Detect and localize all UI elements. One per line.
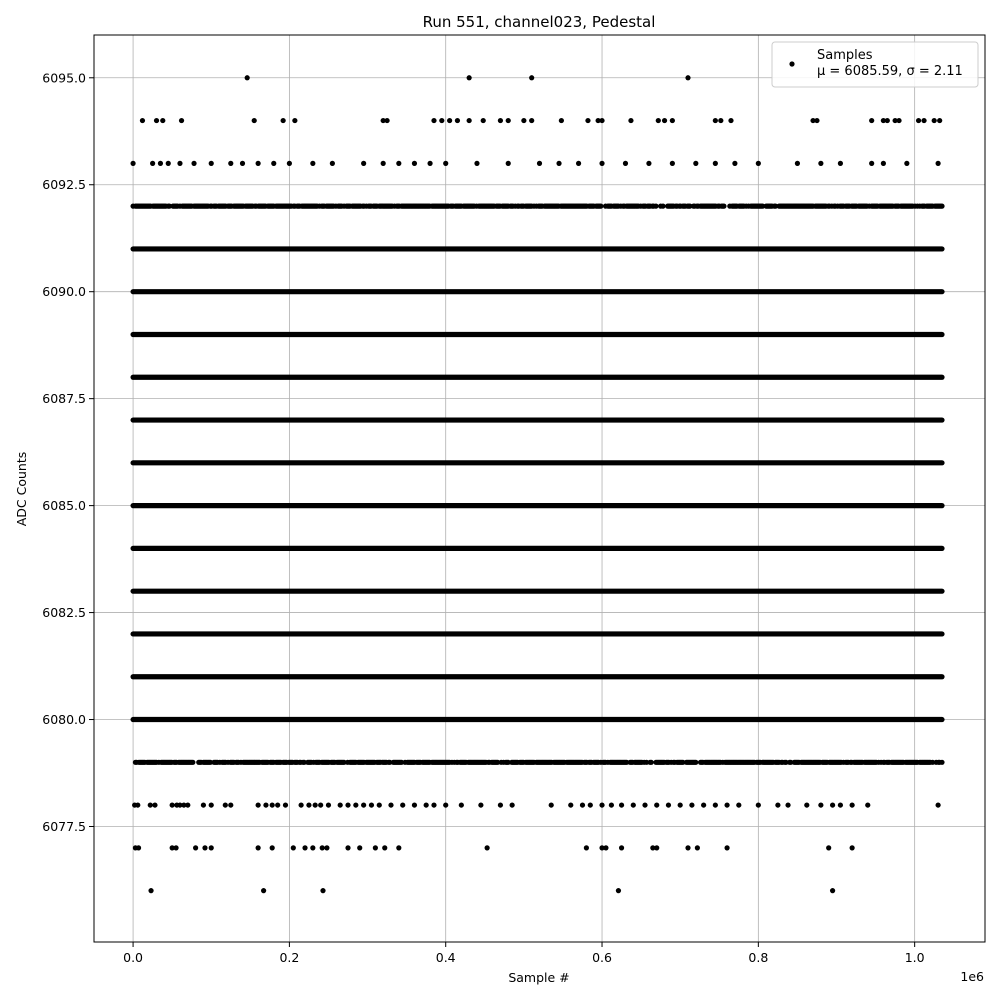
data-point xyxy=(345,802,350,807)
data-point xyxy=(838,802,843,807)
data-point xyxy=(724,802,729,807)
data-point xyxy=(270,845,275,850)
data-point xyxy=(369,802,374,807)
data-point xyxy=(170,802,175,807)
data-point xyxy=(474,161,479,166)
data-point xyxy=(135,802,140,807)
legend-entry-label: Samples xyxy=(817,48,873,63)
data-point xyxy=(310,845,315,850)
data-point xyxy=(628,118,633,123)
data-point xyxy=(283,802,288,807)
data-point xyxy=(270,802,275,807)
y-tick-label: 6080.0 xyxy=(42,712,86,728)
data-point xyxy=(623,161,628,166)
data-point xyxy=(529,75,534,80)
data-point xyxy=(467,75,472,80)
x-tick-label: 0.2 xyxy=(279,950,300,965)
data-point xyxy=(865,802,870,807)
data-point xyxy=(130,161,135,166)
data-point xyxy=(173,845,178,850)
data-point xyxy=(252,118,257,123)
data-point xyxy=(549,802,554,807)
data-point xyxy=(775,802,780,807)
data-point xyxy=(932,118,937,123)
data-point xyxy=(209,802,214,807)
data-point xyxy=(838,161,843,166)
data-point xyxy=(353,802,358,807)
data-point xyxy=(373,845,378,850)
data-point xyxy=(830,888,835,893)
data-point xyxy=(310,161,315,166)
data-point xyxy=(424,802,429,807)
data-point xyxy=(936,161,941,166)
data-point xyxy=(818,802,823,807)
data-point xyxy=(384,118,389,123)
y-tick-label: 6087.5 xyxy=(42,391,86,407)
data-point xyxy=(191,161,196,166)
data-point xyxy=(921,118,926,123)
data-point xyxy=(443,161,448,166)
data-point xyxy=(584,845,589,850)
y-tick-label: 6095.0 xyxy=(42,70,86,86)
data-point xyxy=(148,888,153,893)
data-point xyxy=(223,802,228,807)
x-tick-label: 0.6 xyxy=(592,950,612,965)
x-tick-label: 0.4 xyxy=(435,950,456,965)
data-point xyxy=(728,118,733,123)
data-point xyxy=(713,118,718,123)
data-point xyxy=(313,802,318,807)
data-point xyxy=(150,161,155,166)
data-point xyxy=(326,802,331,807)
data-point xyxy=(467,118,472,123)
data-point xyxy=(939,760,944,765)
data-point xyxy=(670,161,675,166)
data-point xyxy=(481,118,486,123)
x-tick-label: 0.8 xyxy=(748,950,769,965)
data-point xyxy=(447,118,452,123)
data-point xyxy=(287,161,292,166)
data-point xyxy=(498,118,503,123)
data-point xyxy=(228,802,233,807)
x-axis-offset-label: 1e6 xyxy=(960,969,984,984)
data-point xyxy=(869,161,874,166)
data-point xyxy=(660,204,665,209)
data-point xyxy=(228,161,233,166)
data-point xyxy=(427,161,432,166)
data-point xyxy=(506,118,511,123)
data-point xyxy=(598,204,603,209)
data-point xyxy=(701,802,706,807)
data-point xyxy=(357,845,362,850)
data-point xyxy=(599,161,604,166)
data-point xyxy=(904,161,909,166)
data-point xyxy=(693,760,698,765)
data-point xyxy=(431,802,436,807)
x-axis-label: Sample # xyxy=(508,970,570,985)
data-point xyxy=(443,802,448,807)
data-point xyxy=(881,161,886,166)
data-point xyxy=(678,802,683,807)
data-point xyxy=(830,802,835,807)
data-point xyxy=(498,802,503,807)
data-point xyxy=(439,118,444,123)
data-point xyxy=(529,118,534,123)
legend-entry-stats: μ = 6085.59, σ = 2.11 xyxy=(817,64,963,79)
data-point xyxy=(381,161,386,166)
data-point xyxy=(795,161,800,166)
data-point xyxy=(299,802,304,807)
y-tick-label: 6090.0 xyxy=(42,284,86,300)
data-point xyxy=(869,118,874,123)
x-tick-label: 1.0 xyxy=(904,950,925,965)
data-point xyxy=(885,118,890,123)
data-point xyxy=(646,161,651,166)
data-point xyxy=(431,118,436,123)
data-point xyxy=(631,802,636,807)
data-point xyxy=(361,161,366,166)
data-point xyxy=(318,802,323,807)
data-point xyxy=(580,802,585,807)
data-point xyxy=(916,118,921,123)
data-point xyxy=(850,845,855,850)
data-point xyxy=(756,802,761,807)
data-point xyxy=(209,845,214,850)
data-point xyxy=(599,118,604,123)
data-point xyxy=(649,760,654,765)
data-point xyxy=(320,845,325,850)
data-point xyxy=(179,118,184,123)
data-point xyxy=(662,118,667,123)
data-point xyxy=(685,75,690,80)
y-tick-label: 6092.5 xyxy=(42,177,86,193)
data-point xyxy=(455,118,460,123)
data-point xyxy=(804,802,809,807)
data-point xyxy=(338,802,343,807)
data-point xyxy=(160,118,165,123)
legend-marker xyxy=(789,61,794,66)
y-tick-label: 6077.5 xyxy=(42,818,86,834)
data-point xyxy=(152,802,157,807)
data-point xyxy=(785,802,790,807)
data-point xyxy=(599,802,604,807)
data-point xyxy=(693,161,698,166)
data-point xyxy=(642,802,647,807)
data-point xyxy=(653,204,658,209)
data-point xyxy=(345,845,350,850)
data-point xyxy=(202,845,207,850)
data-point xyxy=(568,802,573,807)
data-point xyxy=(193,845,198,850)
data-point xyxy=(537,161,542,166)
data-point xyxy=(656,118,661,123)
data-point xyxy=(140,118,145,123)
data-point xyxy=(292,118,297,123)
data-point xyxy=(576,161,581,166)
data-point xyxy=(302,845,307,850)
data-point xyxy=(721,204,726,209)
data-point xyxy=(510,802,515,807)
data-point xyxy=(412,802,417,807)
data-point xyxy=(654,845,659,850)
data-point xyxy=(937,118,942,123)
data-point xyxy=(666,802,671,807)
data-point xyxy=(732,161,737,166)
data-point xyxy=(713,802,718,807)
data-point xyxy=(396,161,401,166)
y-tick-label: 6085.0 xyxy=(42,498,86,514)
data-point xyxy=(556,161,561,166)
data-point xyxy=(185,802,190,807)
data-point xyxy=(396,845,401,850)
data-point xyxy=(736,802,741,807)
data-point xyxy=(756,161,761,166)
data-point xyxy=(330,161,335,166)
data-point xyxy=(261,888,266,893)
data-point xyxy=(459,802,464,807)
x-tick-label: 0.0 xyxy=(123,950,144,965)
data-point xyxy=(724,845,729,850)
data-point xyxy=(190,760,195,765)
data-point xyxy=(695,845,700,850)
data-point xyxy=(478,802,483,807)
data-point xyxy=(291,845,296,850)
data-point xyxy=(256,802,261,807)
data-point xyxy=(201,802,206,807)
data-point xyxy=(818,161,823,166)
data-point xyxy=(654,802,659,807)
data-point xyxy=(256,161,261,166)
data-point xyxy=(585,118,590,123)
data-point xyxy=(588,802,593,807)
data-point xyxy=(263,802,268,807)
y-axis-label: ADC Counts xyxy=(14,451,29,527)
data-point xyxy=(320,888,325,893)
data-point xyxy=(826,845,831,850)
data-point xyxy=(245,75,250,80)
data-point xyxy=(324,845,329,850)
chart-title: Run 551, channel023, Pedestal xyxy=(422,13,656,31)
data-point xyxy=(388,802,393,807)
data-point xyxy=(850,802,855,807)
data-point xyxy=(154,118,159,123)
data-point xyxy=(896,118,901,123)
legend xyxy=(772,42,978,87)
data-point xyxy=(275,802,280,807)
data-point xyxy=(713,161,718,166)
data-point xyxy=(412,161,417,166)
data-point xyxy=(603,845,608,850)
data-point xyxy=(177,161,182,166)
data-point xyxy=(616,888,621,893)
data-point xyxy=(609,802,614,807)
data-point xyxy=(685,845,690,850)
data-point xyxy=(271,161,276,166)
data-point xyxy=(400,802,405,807)
data-point xyxy=(718,118,723,123)
data-point xyxy=(814,118,819,123)
data-point xyxy=(256,845,261,850)
data-point xyxy=(166,161,171,166)
data-point xyxy=(506,161,511,166)
data-point xyxy=(306,802,311,807)
data-point xyxy=(619,802,624,807)
data-point xyxy=(939,204,944,209)
data-point xyxy=(521,118,526,123)
data-point xyxy=(619,845,624,850)
data-point xyxy=(485,845,490,850)
y-tick-label: 6082.5 xyxy=(42,605,86,621)
data-point xyxy=(361,802,366,807)
data-point xyxy=(936,802,941,807)
data-point xyxy=(148,802,153,807)
data-point xyxy=(382,845,387,850)
data-point xyxy=(158,161,163,166)
data-point xyxy=(559,118,564,123)
data-point xyxy=(377,802,382,807)
data-point xyxy=(689,802,694,807)
data-point xyxy=(209,161,214,166)
data-point xyxy=(670,118,675,123)
data-point xyxy=(281,118,286,123)
data-point xyxy=(240,161,245,166)
data-point xyxy=(136,845,141,850)
